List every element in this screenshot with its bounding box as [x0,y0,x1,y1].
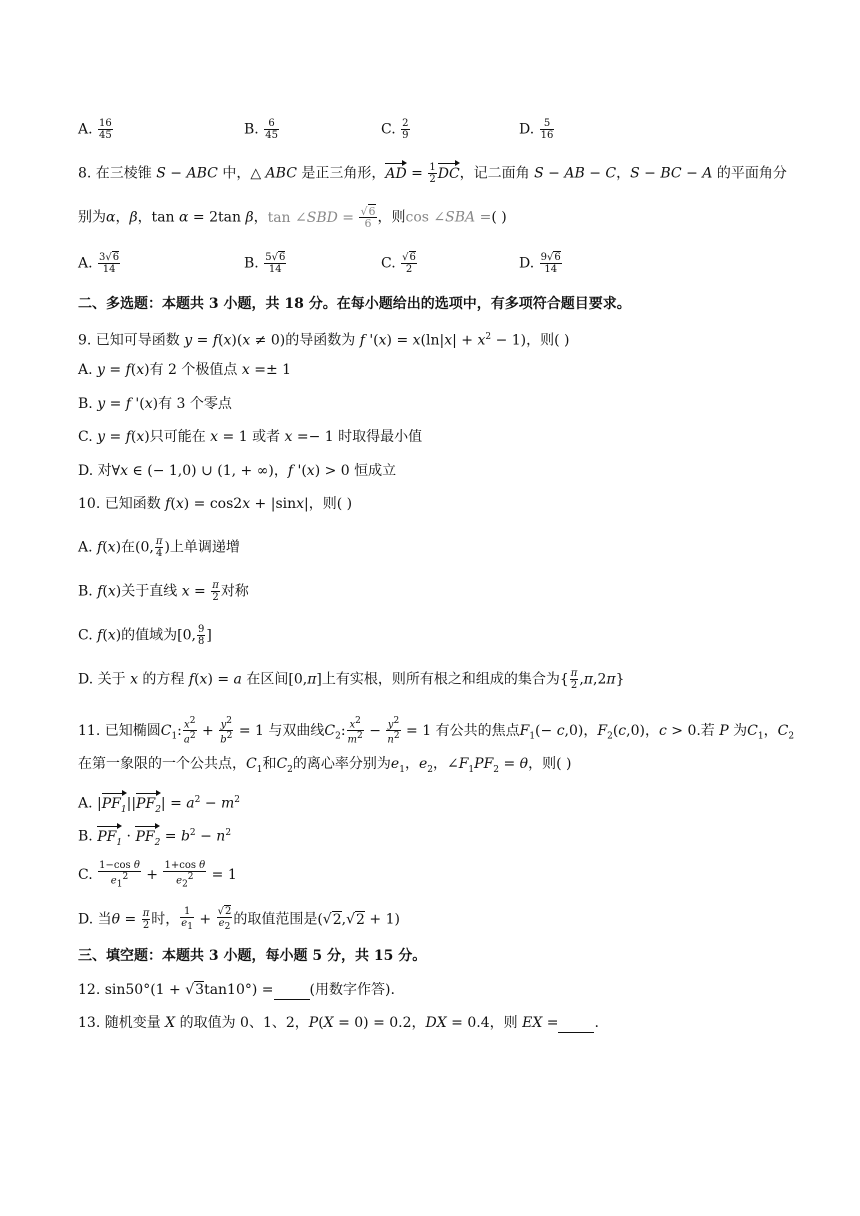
q8-line2: 别为α，β，tan α = 2tan β，tan ∠SBD = $\frac{√6}{6}$ ，则cos ∠SBA =( ) [78,205,507,230]
q8-option-a: A. $\frac{3√6}{14}$ [78,252,120,275]
q11-option-b: B. $PF_1 \cdot PF_2 = b^2 - n^2$ [78,823,231,852]
q11-line2: 在第一象限的一个公共点，$C_1$和$C_2$的离心率分别为$e_1$，$e_2$，$\angle F_1PF_2 = \theta$，则( ) [78,756,572,775]
q10-option-b: B. f(x)关于直线 x = $\frac{\pi}{2}$ 对称 [78,580,249,603]
section-3-heading: 三、填空题：本题共 3 小题，每小题 5 分，共 15 分。 [78,948,427,964]
q8-option-b: B. $\frac{5√6}{14}$ [244,252,286,275]
q10-stem: 10. 已知函数 f(x) = cos2x + |sinx|，则( ) [78,496,353,512]
q8-option-d: D. $\frac{9√6}{14}$ [519,252,561,275]
q9-option-d: D. 对∀x ∈ (− 1,0) ∪ (1, + ∞)，f '(x) > 0 恒成立 [78,463,397,479]
q11-option-c: C. $\frac{\text{1−cos θ}}{e_1^2}$ + $\frac{\text{1+cos θ}}{e_2^2}$ = 1 [78,860,237,890]
q9-stem: 9. 已知可导函数 y = f(x)(x ≠ 0)的导函数为 f '$(x) = x(\ln|x| + x^2 - 1)$，则( ) [78,332,570,349]
q11-option-d: D. 当θ = $\frac{\pi}{2}$ 时， $\frac{1}{e_1}$ + $\frac{√2}{e_2}$ 的取值范围是(√2,√2 + 1) [78,906,400,932]
q8-line1: 8. 在三棱锥 S − ABC 中，△ ABC 是正三角形，AD = $\frac{1}{2}$ DC，记二面角 S − AB − C，S − BC − A 的平面角分 [78,162,787,185]
q13: 13. 随机变量 X 的取值为 0、1、2，P(X = 0) = 0.2，DX = 0.4，则 EX = . [78,1015,599,1031]
q7-option-d: D. $\frac{5}{16}$ [519,118,554,141]
q7-option-a: A. $\frac{16}{45}$ [78,118,112,141]
q8-option-c: C. $\frac{√6}{2}$ [381,252,416,275]
q11-option-a: A. $|PF_1||PF_2| = a^2 - m^2$ [78,790,240,819]
q9-option-a: A. y = f(x)有 2 个极值点 x =± 1 [78,362,292,378]
q10-option-a: A. f(x)在(0, $\frac{\pi}{4}$ )上单调递增 [78,536,240,559]
section-2-heading: 二、多选题：本题共 3 小题，共 18 分。在每小题给出的选项中，有多项符合题目要求。 [78,296,631,312]
q9-option-c: C. y = f(x)只可能在 x = 1 或者 x =− 1 时取得最小值 [78,429,423,445]
q7-option-b: B. $\frac{6}{45}$ [244,118,278,141]
q10-option-d: D. 关于 x 的方程 f(x) = a 在区间[0,π]上有实根，则所有根之和组成的集合为{ $\frac{\pi}{2}$ ,π,2π} [78,668,625,691]
q10-option-c: C. f(x)的值域为[0, $\frac{9}{8}$ ] [78,624,212,647]
q9-option-b: B. y = f '(x)有 3 个零点 [78,396,232,412]
q7-option-c: C. $\frac{2}{9}$ [381,118,409,141]
q11-line1: 11. 已知椭圆$C_1$: $\frac{x^2}{a^2}$ + $\frac{y^2}{b^2}$ = 1 与双曲线$C_2$: $\frac{x^2}{m^2}$ − $\frac{y^2}{n^2}$ = 1 有公共的焦点$F_1(- c,0)$，$F_2(c,0)$，c > 0.若 P 为$C_1$，$C_2$ [78,716,795,746]
q12: 12. sin50°(1 + √3tan10°) = (用数字作答). [78,982,395,998]
